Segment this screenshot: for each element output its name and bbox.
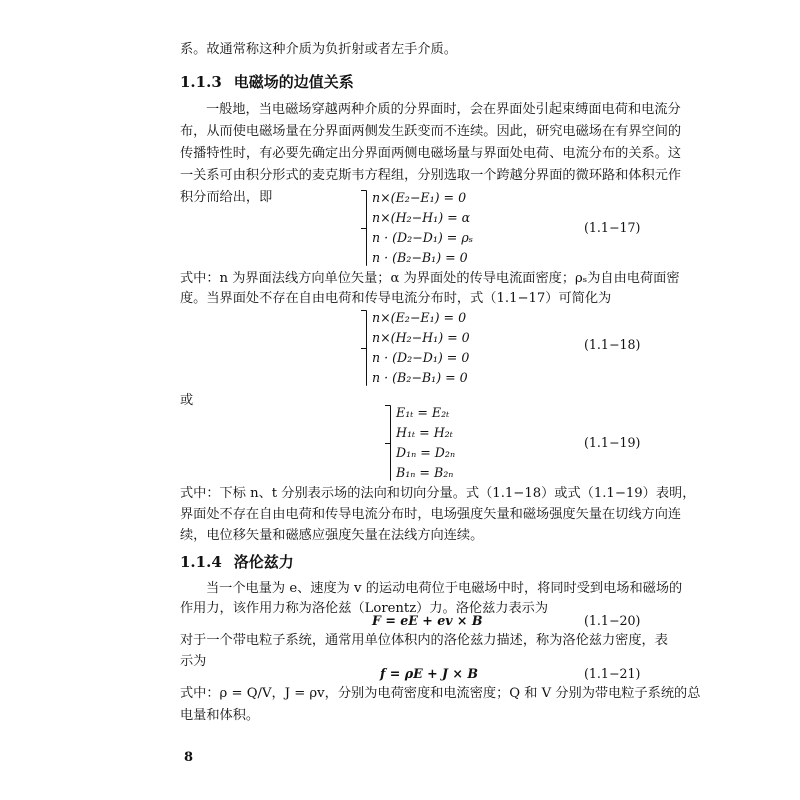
paragraph-line: 作用力，该作用力称为洛伦兹（Lorentz）力。洛伦兹力表示为	[180, 601, 549, 616]
equation-line: H₁ₜ = H₂ₜ	[396, 425, 453, 440]
equation-number: (1.1−19)	[584, 435, 641, 450]
equation-number: (1.1−17)	[584, 220, 641, 235]
equation-number: (1.1−20)	[584, 613, 641, 628]
paragraph-line: 式中：下标 n、t 分别表示场的法向和切向分量。式（1.1−18）或式（1.1−19）表明，	[180, 486, 696, 501]
paragraph-line: 续，电位移矢量和磁感应强度矢量在法线方向连续。	[180, 528, 484, 543]
equation-line: D₁ₙ = D₂ₙ	[396, 445, 456, 460]
equation-line: n · (D₂−D₁) = ρₛ	[372, 230, 473, 245]
equation-line: n×(H₂−H₁) = 0	[372, 330, 470, 345]
paragraph-line: 示为	[180, 654, 207, 669]
equation-line: E₁ₜ = E₂ₜ	[396, 405, 450, 420]
paragraph-line: 对于一个带电粒子系统，通常用单位体积内的洛伦兹力描述，称为洛伦兹力密度，表	[180, 633, 668, 648]
section-number: 1.1.3	[180, 73, 222, 91]
section-title: 电磁场的边值关系	[233, 73, 354, 91]
equation-line: n · (D₂−D₁) = 0	[372, 350, 470, 365]
equation-line: n×(H₂−H₁) = α	[372, 210, 471, 225]
paragraph-line: 界面处不存在自由电荷和传导电流分布时，电场强度矢量和磁场强度矢量在切线方向连	[180, 507, 682, 522]
equation-line: n×(E₂−E₁) = 0	[372, 310, 467, 325]
paragraph-line: 一般地，当电磁场穿越两种介质的分界面时，会在界面处引起束缚面电荷和电流分	[206, 102, 681, 117]
equation-line: n×(E₂−E₁) = 0	[372, 190, 467, 205]
paragraph-line: 式中：ρ = Q/V，J = ρv，分别为电荷密度和电流密度；Q 和 V 分别为带电粒子系统的总	[180, 686, 701, 701]
paragraph-line: 当一个电量为 e、速度为 v 的运动电荷位于电磁场中时，将同时受到电场和磁场的	[206, 581, 683, 596]
equation-number: (1.1−18)	[584, 337, 641, 352]
equation-number: (1.1−21)	[584, 666, 641, 681]
paragraph-line: 积分而给出，即	[180, 190, 273, 205]
paragraph-line: 或	[180, 393, 194, 408]
equation-brace	[390, 405, 391, 481]
section-title: 洛伦兹力	[233, 553, 294, 571]
paragraph-line: 电量和体积。	[180, 708, 260, 723]
paragraph-line: 系。故通常称这种介质为负折射或者左手介质。	[180, 42, 457, 57]
section-number: 1.1.4	[180, 553, 222, 571]
paragraph-line: 布，从而使电磁场量在分界面两侧发生跃变而不连续。因此，研究电磁场在有界空间的	[180, 124, 682, 139]
equation-line: n · (B₂−B₁) = 0	[372, 370, 468, 385]
equation-brace	[366, 190, 367, 266]
paragraph-line: 一关系可由积分形式的麦克斯韦方程组，分别选取一个跨越分界面的微环路和体积元作	[180, 168, 682, 183]
page-number: 8	[184, 750, 194, 765]
equation-line: f = ρE + J × B	[380, 666, 478, 681]
paragraph-line: 式中：n 为界面法线方向单位矢量；α 为界面处的传导电流面密度；ρₛ为自由电荷面密	[180, 271, 680, 286]
paragraph-line: 度。当界面处不存在自由电荷和传导电流分布时，式（1.1−17）可简化为	[180, 291, 612, 306]
equation-line: F = eE + ev × B	[372, 613, 483, 628]
equation-brace	[366, 310, 367, 386]
section-heading-1-1-4	[180, 552, 294, 572]
equation-line: B₁ₙ = B₂ₙ	[396, 465, 454, 480]
equation-line: n · (B₂−B₁) = 0	[372, 250, 468, 265]
paragraph-line: 传播特性时，有必要先确定出分界面两侧电磁场量与界面处电荷、电流分布的关系。这	[180, 146, 682, 161]
section-heading-1-1-3	[180, 72, 354, 92]
